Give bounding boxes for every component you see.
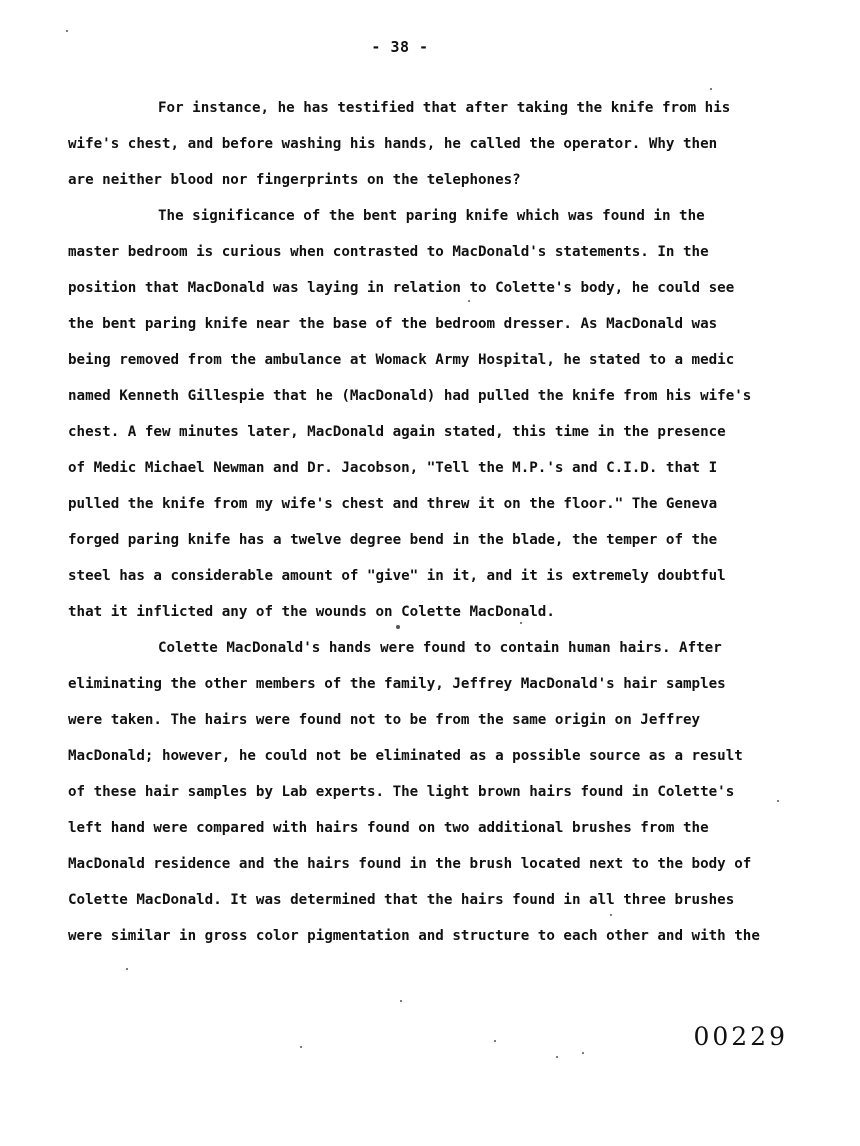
body-text: [68, 90, 808, 954]
paragraph-3-line-3: were taken. The hairs were found not to be from the same origin on Jeffrey: [68, 712, 701, 728]
paragraph-3-line-5: of these hair samples by Lab experts. The light brown hairs found in Colette's: [68, 784, 735, 800]
scan-speck: [468, 300, 470, 302]
paragraph-3-line-4: MacDonald; however, he could not be eliminated as a possible source as a result: [68, 748, 743, 764]
paragraph-2-line-5: being removed from the ambulance at Womack Army Hospital, he stated to a medic: [68, 352, 735, 368]
paragraph-2-line-11: steel has a considerable amount of "give" in it, and it is extremely doubtful: [68, 568, 726, 584]
paragraph-2-line-10: forged paring knife has a twelve degree bend in the blade, the temper of the: [68, 532, 718, 548]
paragraph-2-line-6: named Kenneth Gillespie that he (MacDonald) had pulled the knife from his wife's: [68, 388, 752, 404]
scan-speck: [610, 914, 612, 916]
scan-speck: [300, 1046, 302, 1048]
paragraph-1-line-1: For instance, he has testified that after taking the knife from his: [158, 100, 731, 116]
paragraph-3-line-9: were similar in gross color pigmentation and structure to each other and with the: [68, 928, 760, 944]
bates-number: 00229: [693, 1022, 788, 1051]
paragraph-1-line-2: wife's chest, and before washing his hands, he called the operator. Why then: [68, 136, 718, 152]
paragraph-2-line-12: that it inflicted any of the wounds on Colette MacDonald.: [68, 604, 555, 620]
paragraph-2-line-7: chest. A few minutes later, MacDonald again stated, this time in the presence: [68, 424, 726, 440]
scan-speck: [494, 1040, 496, 1042]
scan-speck: [582, 1052, 584, 1054]
scan-speck: [400, 1000, 402, 1002]
page-number: - 38 -: [371, 38, 429, 56]
paragraph-2-line-3: position that MacDonald was laying in relation to Colette's body, he could see: [68, 280, 735, 296]
scan-speck: [396, 625, 400, 629]
paragraph-2-line-4: the bent paring knife near the base of the bedroom dresser. As MacDonald was: [68, 316, 718, 332]
scan-speck: [710, 88, 712, 90]
paragraph-3-line-7: MacDonald residence and the hairs found in the brush located next to the body of: [68, 856, 752, 872]
scan-speck: [520, 622, 522, 624]
paragraph-3-line-8: Colette MacDonald. It was determined that the hairs found in all three brushes: [68, 892, 735, 908]
scan-speck: [126, 968, 128, 970]
paragraph-3-line-2: eliminating the other members of the family, Jeffrey MacDonald's hair samples: [68, 676, 726, 692]
paragraph-2-line-9: pulled the knife from my wife's chest and threw it on the floor." The Geneva: [68, 496, 718, 512]
scan-speck: [777, 800, 779, 802]
paragraph-2-line-2: master bedroom is curious when contrasted to MacDonald's statements. In the: [68, 244, 709, 260]
paragraph-2-line-8: of Medic Michael Newman and Dr. Jacobson, "Tell the M.P.'s and C.I.D. that I: [68, 460, 718, 476]
paragraph-3-line-6: left hand were compared with hairs found on two additional brushes from the: [68, 820, 709, 836]
paragraph-1-line-3: are neither blood nor fingerprints on the telephones?: [68, 172, 521, 188]
paragraph-3-line-1: Colette MacDonald's hands were found to contain human hairs. After: [158, 640, 722, 656]
scan-speck: [66, 30, 68, 32]
paragraph-2-line-1: The significance of the bent paring knife which was found in the: [158, 208, 705, 224]
scan-speck: [556, 1056, 558, 1058]
